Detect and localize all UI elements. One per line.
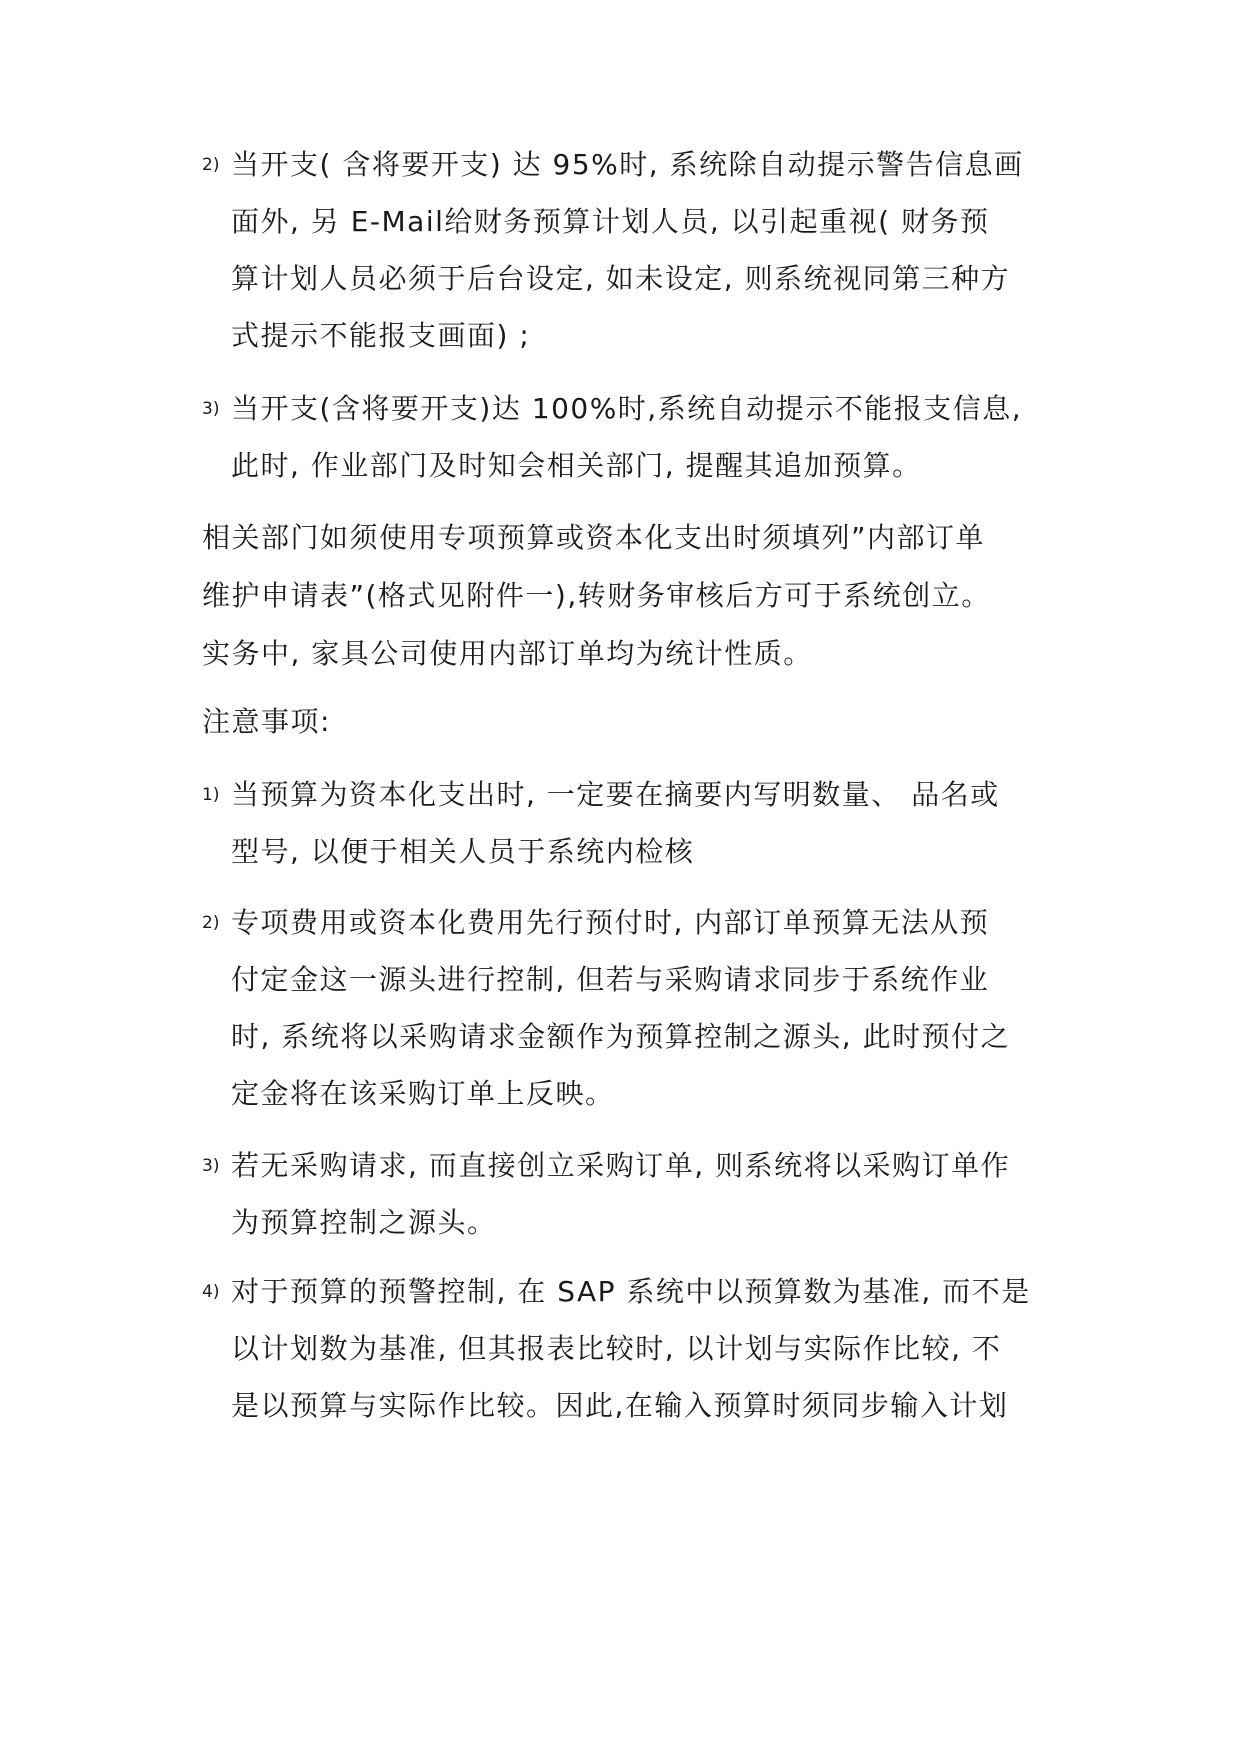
list-number: 2)	[202, 913, 220, 933]
list-item-line: 专项费用或资本化费用先行预付时, 内部订单预算无法从预	[231, 906, 990, 939]
list-item-line: 付定金这一源头进行控制, 但若与采购请求同步于系统作业	[231, 963, 990, 996]
list-item-line: 当预算为资本化支出时, 一定要在摘要内写明数量、 品名或	[231, 778, 1000, 811]
list-item-line: 算计划人员必须于后台设定, 如未设定, 则系统视同第三种方	[231, 262, 1011, 295]
list-item-line: 式提示不能报支画面) ;	[231, 319, 531, 352]
paragraph-line: 相关部门如须使用专项预算或资本化支出时须填列”内部订单	[202, 521, 986, 554]
paragraph-line: 维护申请表”(格式见附件一),转财务审核后方可于系统创立。	[202, 579, 991, 612]
list-item-line: 为预算控制之源头。	[231, 1206, 497, 1239]
list-number: 2)	[202, 155, 220, 175]
list-item-line: 若无采购请求, 而直接创立采购订单, 则系统将以采购订单作	[231, 1149, 1011, 1182]
list-item-line: 面外, 另 E-Mail给财务预算计划人员, 以引起重视( 财务预	[231, 205, 990, 238]
list-item-line: 是以预算与实际作比较。因此,在输入预算时须同步输入计划	[231, 1389, 1009, 1422]
paragraph-line: 实务中, 家具公司使用内部订单均为统计性质。	[202, 637, 813, 670]
list-item-line: 时, 系统将以采购请求金额作为预算控制之源头, 此时预付之	[231, 1020, 1011, 1053]
list-number: 3)	[202, 1156, 220, 1176]
list-item-line: 此时, 作业部门及时知会相关部门, 提醒其追加预算。	[231, 449, 922, 482]
list-number: 1)	[202, 785, 220, 805]
list-item-line: 对于预算的预警控制, 在 SAP 系统中以预算数为基准, 而不是	[231, 1275, 1031, 1308]
list-item-line: 当开支( 含将要开支) 达 95%时, 系统除自动提示警告信息画	[231, 148, 1024, 181]
list-item-line: 型号, 以便于相关人员于系统内检核	[231, 835, 695, 868]
section-heading: 注意事项:	[202, 705, 331, 738]
list-item-line: 定金将在该采购订单上反映。	[231, 1077, 615, 1110]
list-number: 3)	[202, 399, 220, 419]
list-item-line: 以计划数为基准, 但其报表比较时, 以计划与实际作比较, 不	[231, 1332, 1002, 1365]
list-number: 4)	[202, 1282, 220, 1302]
list-item-line: 当开支(含将要开支)达 100%时,系统自动提示不能报支信息,	[231, 392, 1023, 425]
